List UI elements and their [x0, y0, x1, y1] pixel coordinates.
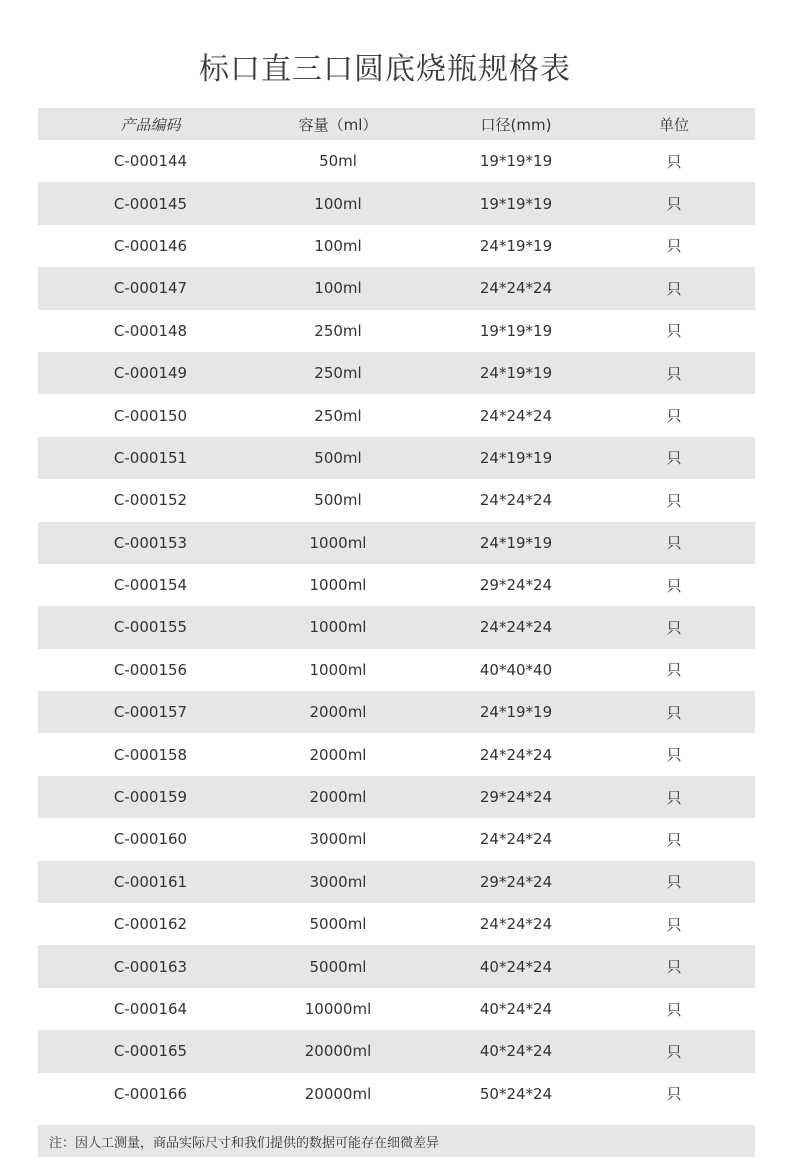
table-row: [38, 394, 755, 436]
table-row: [38, 733, 755, 775]
product-code-cell: C-000159: [113, 788, 188, 807]
unit-cell: 只: [666, 491, 682, 510]
product-code-cell: C-000156: [113, 660, 188, 679]
product-code-cell: C-000147: [113, 279, 188, 298]
product-code-cell: C-000163: [113, 957, 188, 976]
table-row: [38, 437, 755, 479]
table-row: [38, 945, 755, 987]
capacity-cell: 1000ml: [309, 618, 367, 637]
table-row: [38, 267, 755, 309]
neck-size-cell: 29*24*24: [479, 576, 553, 595]
capacity-cell: 2000ml: [309, 788, 367, 807]
spec-table: [38, 108, 755, 1115]
unit-cell: 只: [666, 1042, 682, 1061]
unit-cell: 只: [666, 279, 682, 298]
product-code-cell: C-000150: [113, 406, 188, 425]
product-code-cell: C-000145: [113, 194, 188, 213]
capacity-cell: 3000ml: [309, 830, 367, 849]
neck-size-cell: 24*24*24: [479, 745, 553, 764]
page-title: 标口直三口圆底烧瓶规格表: [199, 52, 571, 87]
neck-size-cell: 19*19*19: [479, 194, 553, 213]
unit-cell: 只: [666, 746, 682, 765]
table-row: [38, 649, 755, 691]
capacity-cell: 100ml: [314, 236, 362, 255]
capacity-cell: 1000ml: [309, 660, 367, 679]
product-code-cell: C-000151: [113, 448, 188, 467]
capacity-cell: 500ml: [314, 491, 362, 510]
footnote: 注：因人工测量，商品实际尺寸和我们提供的数据可能存在细微差异: [38, 1125, 755, 1157]
header-capacity: 容量（ml）: [298, 115, 378, 134]
unit-cell: 只: [666, 788, 682, 807]
neck-size-cell: 24*24*24: [479, 915, 553, 934]
table-header-row: [38, 108, 755, 140]
capacity-cell: 50ml: [319, 152, 357, 171]
neck-size-cell: 19*19*19: [479, 152, 553, 171]
table-row: [38, 352, 755, 394]
unit-cell: 只: [666, 1000, 682, 1019]
neck-size-cell: 40*24*24: [479, 1042, 553, 1061]
unit-cell: 只: [666, 195, 682, 214]
capacity-cell: 250ml: [314, 364, 362, 383]
product-code-cell: C-000160: [113, 830, 188, 849]
table-row: [38, 1073, 755, 1115]
neck-size-cell: 24*19*19: [479, 533, 553, 552]
unit-cell: 只: [666, 958, 682, 977]
unit-cell: 只: [666, 661, 682, 680]
product-code-cell: C-000154: [113, 576, 188, 595]
neck-size-cell: 24*24*24: [479, 491, 553, 510]
capacity-cell: 3000ml: [309, 872, 367, 891]
product-code-cell: C-000149: [113, 364, 188, 383]
unit-cell: 只: [666, 152, 682, 171]
table-row: [38, 564, 755, 606]
table-row: [38, 522, 755, 564]
table-row: [38, 310, 755, 352]
capacity-cell: 500ml: [314, 448, 362, 467]
unit-cell: 只: [666, 364, 682, 383]
product-code-cell: C-000165: [113, 1042, 188, 1061]
table-row: [38, 818, 755, 860]
unit-cell: 只: [666, 534, 682, 553]
unit-cell: 只: [666, 237, 682, 256]
neck-size-cell: 40*24*24: [479, 1000, 553, 1018]
neck-size-cell: 24*24*24: [479, 406, 553, 425]
capacity-cell: 10000ml: [304, 1000, 372, 1018]
neck-size-cell: 24*24*24: [479, 618, 553, 637]
unit-cell: 只: [666, 1085, 682, 1104]
capacity-cell: 250ml: [314, 321, 362, 340]
neck-size-cell: 24*19*19: [479, 364, 553, 383]
product-code-cell: C-000164: [113, 1000, 188, 1018]
header-product-code: 产品编码: [120, 115, 181, 134]
table-row: [38, 225, 755, 267]
product-code-cell: C-000161: [113, 872, 188, 891]
neck-size-cell: 24*19*19: [479, 703, 553, 722]
header-unit: 单位: [658, 115, 689, 134]
capacity-cell: 2000ml: [309, 745, 367, 764]
table-body: [38, 140, 755, 1115]
unit-cell: 只: [666, 873, 682, 892]
product-code-cell: C-000158: [113, 745, 188, 764]
table-row: [38, 1030, 755, 1072]
neck-size-cell: 24*24*24: [479, 830, 553, 849]
product-code-cell: C-000148: [113, 321, 188, 340]
header-neck-size: 口径(mm): [480, 115, 552, 134]
unit-cell: 只: [666, 830, 682, 849]
capacity-cell: 100ml: [314, 194, 362, 213]
neck-size-cell: 19*19*19: [479, 321, 553, 340]
neck-size-cell: 50*24*24: [479, 1084, 553, 1103]
product-code-cell: C-000162: [113, 915, 188, 934]
product-code-cell: C-000144: [113, 152, 188, 171]
product-code-cell: C-000166: [113, 1084, 188, 1103]
capacity-cell: 2000ml: [309, 703, 367, 722]
unit-cell: 只: [666, 449, 682, 468]
neck-size-cell: 29*24*24: [479, 872, 553, 891]
table-row: [38, 861, 755, 903]
table-row: [38, 988, 755, 1030]
neck-size-cell: 40*40*40: [479, 660, 553, 679]
capacity-cell: 20000ml: [304, 1084, 372, 1103]
neck-size-cell: 24*19*19: [479, 448, 553, 467]
table-row: [38, 903, 755, 945]
table-row: [38, 182, 755, 224]
unit-cell: 只: [666, 618, 682, 637]
capacity-cell: 5000ml: [309, 957, 367, 976]
product-code-cell: C-000157: [113, 703, 188, 722]
capacity-cell: 20000ml: [304, 1042, 372, 1061]
table-row: [38, 606, 755, 648]
neck-size-cell: 40*24*24: [479, 957, 553, 976]
table-row: [38, 140, 755, 182]
neck-size-cell: 24*19*19: [479, 236, 553, 255]
neck-size-cell: 29*24*24: [479, 788, 553, 807]
unit-cell: 只: [666, 703, 682, 722]
table-row: [38, 776, 755, 818]
product-code-cell: C-000153: [113, 533, 188, 552]
unit-cell: 只: [666, 322, 682, 341]
table-row: [38, 691, 755, 733]
unit-cell: 只: [666, 576, 682, 595]
product-code-cell: C-000155: [113, 618, 188, 637]
unit-cell: 只: [666, 915, 682, 934]
table-row: [38, 479, 755, 521]
capacity-cell: 1000ml: [309, 576, 367, 595]
unit-cell: 只: [666, 407, 682, 426]
product-code-cell: C-000152: [113, 491, 188, 510]
capacity-cell: 250ml: [314, 406, 362, 425]
product-code-cell: C-000146: [113, 236, 188, 255]
capacity-cell: 5000ml: [309, 915, 367, 934]
capacity-cell: 1000ml: [309, 533, 367, 552]
capacity-cell: 100ml: [314, 279, 362, 298]
neck-size-cell: 24*24*24: [479, 279, 553, 298]
